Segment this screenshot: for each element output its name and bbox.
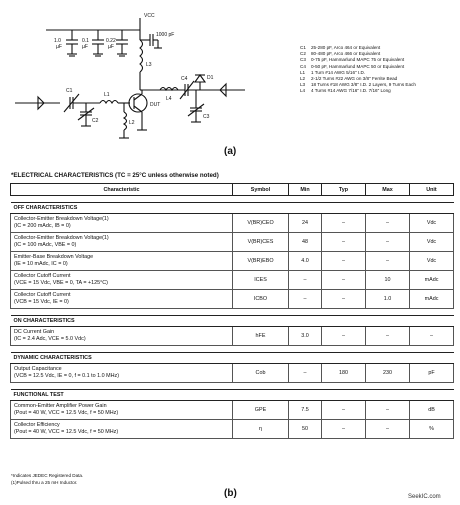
- header-max: Max: [366, 184, 410, 196]
- section-on-characteristics: ON CHARACTERISTICS: [11, 316, 454, 327]
- label-l4: L4: [166, 96, 172, 102]
- table-row: Output Capacitance (VCB = 12.5 Vdc, IE = 0, f = 0.1 to 1.0 MHz) Cob – 180 230 pF: [11, 364, 454, 383]
- footnote-pulsed: (1)Pulsed thru a 25 mH Inductor.: [11, 480, 78, 485]
- table-row: Collector-Emitter Breakdown Voltage(1) (IC = 200 mAdc, IB = 0) V(BR)CEO 24 – – Vdc: [11, 214, 454, 233]
- figure-caption-a: (a): [224, 146, 237, 157]
- label-c3: C3: [203, 114, 210, 120]
- table-row: Collector Cutoff Current (VCB = 15 Vdc, IE = 0) ICBO – – 1.0 mAdc: [11, 290, 454, 309]
- cap-label-4: 1000 pF: [156, 32, 175, 38]
- legend-row: C2 80-480 pF, Arco 466 or Equivalent: [300, 51, 381, 57]
- cap-unit-2: µF: [82, 44, 88, 50]
- label-c1: C1: [66, 88, 73, 94]
- watermark: SeekIC.com: [408, 494, 441, 500]
- label-l1: L1: [104, 92, 110, 98]
- cap-label-3: 0.22: [106, 38, 116, 44]
- cap-unit-3: µF: [108, 44, 114, 50]
- label-dut: DUT: [150, 102, 161, 108]
- legend-row: L4 4 Turns #14 AWG 7/16" I.D. 7/16" Long: [300, 88, 391, 94]
- table-row: Common-Emitter Amplifier Power Gain (Pout = 40 W, VCC = 12.5 Vdc, f = 50 MHz) GPE 7.5 – – dB: [11, 401, 454, 420]
- header-unit: Unit: [410, 184, 454, 196]
- label-c4: C4: [181, 76, 188, 82]
- legend-row: L2 2-1/2 Turns #22 AWG on 3/8" Ferrite Bead: [300, 76, 398, 82]
- section-dynamic-characteristics: DYNAMIC CHARACTERISTICS: [11, 353, 454, 364]
- table-header-row: [11, 184, 454, 196]
- footnotes: [11, 472, 83, 486]
- parts-legend: [300, 45, 416, 95]
- label-c2: C2: [92, 118, 99, 124]
- cap-unit-1: µF: [56, 44, 62, 50]
- header-characteristic: Characteristic: [11, 184, 233, 196]
- label-l2: L2: [129, 120, 135, 126]
- label-l3: L3: [146, 62, 152, 68]
- footnote-jedec: *Indicates JEDEC Registered Data.: [11, 473, 84, 478]
- header-symbol: Symbol: [233, 184, 289, 196]
- section-off-characteristics: OFF CHARACTERISTICS: [11, 203, 454, 214]
- table-title: *ELECTRICAL CHARACTERISTICS (TC = 25°C unless otherwise noted): [11, 172, 219, 179]
- figure-caption-b: (b): [224, 488, 237, 499]
- table-row: Collector-Emitter Breakdown Voltage(1) (IC = 100 mAdc, VBE = 0) V(BR)CES 48 – – Vdc: [11, 233, 454, 252]
- label-d1: D1: [207, 75, 214, 81]
- table-row: Emitter-Base Breakdown Voltage (IE = 10 mAdc, IC = 0) V(BR)EBO 4.0 – – Vdc: [11, 252, 454, 271]
- table-row: Collector Cutoff Current (VCE = 15 Vdc, VBE = 0, TA = +125°C) ICES – – 10 mAdc: [11, 271, 454, 290]
- legend-row: C3 0-75 pF, Hammarlund MAPC 75 or Equivalent: [300, 57, 405, 63]
- electrical-characteristics-table: [10, 183, 454, 439]
- legend-row: L3 18 Turns #18 AWG 3/8" I.D. 2 Layers, 9 Turns Each: [300, 82, 416, 88]
- legend-row: L1 1 Turn #14 AWG 5/16" I.D.: [300, 69, 366, 75]
- section-functional-test: FUNCTIONAL TEST: [11, 390, 454, 401]
- legend-row: C1 25-280 pF, Arco 464 or Equivalent: [300, 45, 381, 50]
- table-row: DC Current Gain (IC = 2.4 Adc, VCE = 5.0 Vdc) hFE 3.0 – – –: [11, 327, 454, 346]
- vcc-label: VCC: [144, 13, 155, 19]
- cap-label-2: 0.1: [82, 38, 89, 44]
- header-typ: Typ: [322, 184, 366, 196]
- legend-row: C4 0-50 pF, Hammarlund MAPC 50 or Equivalent: [300, 63, 405, 69]
- cap-label-1: 1.0: [54, 38, 61, 44]
- table-row: Collector Efficiency (Pout = 40 W, VCC = 12.5 Vdc, f = 50 MHz) η 50 – – %: [11, 420, 454, 439]
- header-min: Min: [289, 184, 322, 196]
